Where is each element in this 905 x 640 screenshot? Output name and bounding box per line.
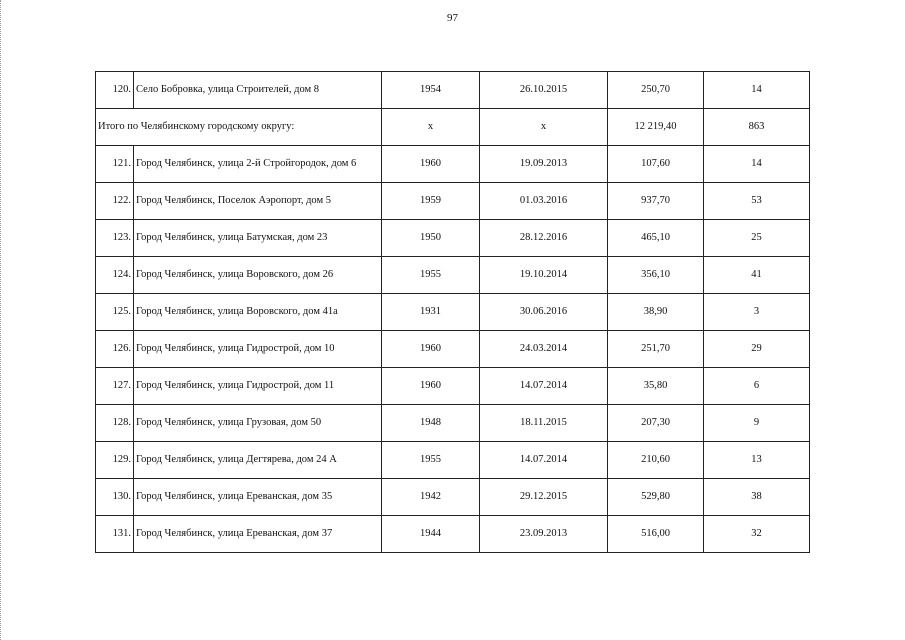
date-cell: 24.03.2014 [480,331,608,368]
row-number-cell: 131. [96,516,134,553]
area-cell: 210,60 [608,442,704,479]
year-cell: 1942 [382,479,480,516]
count-cell: 25 [704,220,810,257]
row-number-cell: 122. [96,183,134,220]
total-label-cell: Итого по Челябинскому городскому округу: [96,109,382,146]
row-number-cell: 127. [96,368,134,405]
year-cell: 1950 [382,220,480,257]
address-cell: Город Челябинск, улица Воровского, дом 41а [134,294,382,331]
row-number-cell: 126. [96,331,134,368]
area-cell: 356,10 [608,257,704,294]
date-cell: 18.11.2015 [480,405,608,442]
year-cell: 1948 [382,405,480,442]
date-cell: 19.09.2013 [480,146,608,183]
table-row [96,183,810,220]
year-cell: 1960 [382,146,480,183]
housing-register-table [95,71,810,553]
table-row [96,220,810,257]
address-cell: Город Челябинск, улица Ереванская, дом 35 [134,479,382,516]
year-cell: 1960 [382,331,480,368]
table-row [96,146,810,183]
year-cell: 1931 [382,294,480,331]
year-cell: 1954 [382,72,480,109]
area-cell: 35,80 [608,368,704,405]
address-cell: Село Бобровка, улица Строителей, дом 8 [134,72,382,109]
count-cell: 41 [704,257,810,294]
table-row [96,442,810,479]
area-cell: 107,60 [608,146,704,183]
table-row [96,479,810,516]
year-cell: х [382,109,480,146]
table-row [96,294,810,331]
table-row [96,405,810,442]
year-cell: 1959 [382,183,480,220]
row-number-cell: 121. [96,146,134,183]
row-number-cell: 120. [96,72,134,109]
date-cell: 14.07.2014 [480,368,608,405]
address-cell: Город Челябинск, улица Ереванская, дом 37 [134,516,382,553]
row-number-cell: 130. [96,479,134,516]
year-cell: 1955 [382,257,480,294]
area-cell: 12 219,40 [608,109,704,146]
date-cell: 23.09.2013 [480,516,608,553]
year-cell: 1944 [382,516,480,553]
table-row [96,331,810,368]
count-cell: 14 [704,146,810,183]
count-cell: 29 [704,331,810,368]
row-number-cell: 124. [96,257,134,294]
count-cell: 3 [704,294,810,331]
area-cell: 38,90 [608,294,704,331]
address-cell: Город Челябинск, улица Гидрострой, дом 11 [134,368,382,405]
count-cell: 6 [704,368,810,405]
year-cell: 1960 [382,368,480,405]
address-cell: Город Челябинск, улица 2-й Стройгородок, дом 6 [134,146,382,183]
date-cell: 19.10.2014 [480,257,608,294]
date-cell: 01.03.2016 [480,183,608,220]
address-cell: Город Челябинск, Поселок Аэропорт, дом 5 [134,183,382,220]
table-total-row [96,109,810,146]
area-cell: 251,70 [608,331,704,368]
count-cell: 32 [704,516,810,553]
table-row [96,516,810,553]
table-row [96,72,810,109]
date-cell: х [480,109,608,146]
row-number-cell: 129. [96,442,134,479]
count-cell: 863 [704,109,810,146]
address-cell: Город Челябинск, улица Батумская, дом 23 [134,220,382,257]
count-cell: 38 [704,479,810,516]
area-cell: 250,70 [608,72,704,109]
area-cell: 529,80 [608,479,704,516]
date-cell: 26.10.2015 [480,72,608,109]
count-cell: 53 [704,183,810,220]
table-row [96,257,810,294]
address-cell: Город Челябинск, улица Грузовая, дом 50 [134,405,382,442]
date-cell: 14.07.2014 [480,442,608,479]
row-number-cell: 128. [96,405,134,442]
page-number: 97 [447,12,458,24]
date-cell: 28.12.2016 [480,220,608,257]
page-left-edge [0,0,3,640]
row-number-cell: 123. [96,220,134,257]
address-cell: Город Челябинск, улица Гидрострой, дом 10 [134,331,382,368]
count-cell: 14 [704,72,810,109]
row-number-cell: 125. [96,294,134,331]
table-body [96,72,810,553]
area-cell: 937,70 [608,183,704,220]
date-cell: 30.06.2016 [480,294,608,331]
area-cell: 207,30 [608,405,704,442]
table-row [96,368,810,405]
count-cell: 13 [704,442,810,479]
address-cell: Город Челябинск, улица Дегтярева, дом 24 А [134,442,382,479]
year-cell: 1955 [382,442,480,479]
date-cell: 29.12.2015 [480,479,608,516]
area-cell: 465,10 [608,220,704,257]
area-cell: 516,00 [608,516,704,553]
count-cell: 9 [704,405,810,442]
address-cell: Город Челябинск, улица Воровского, дом 26 [134,257,382,294]
